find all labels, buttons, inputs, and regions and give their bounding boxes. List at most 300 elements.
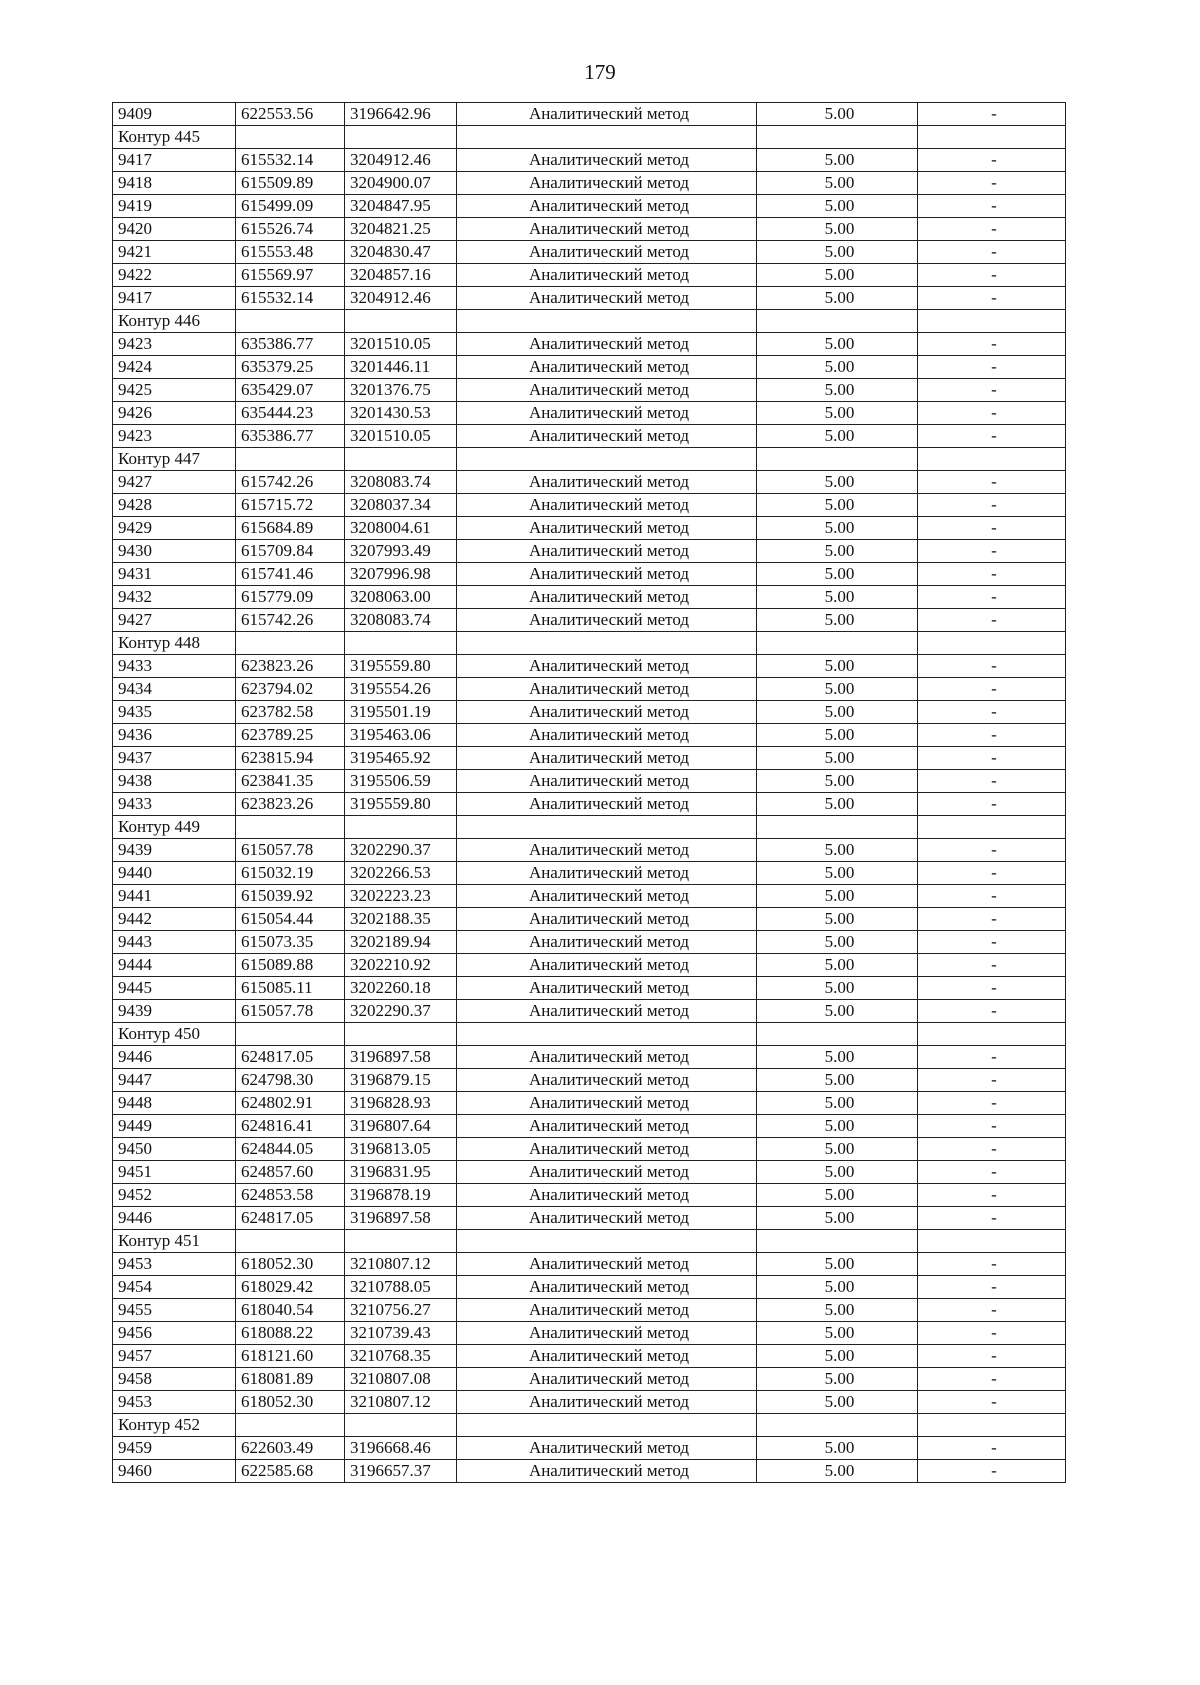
x-coordinate-cell: 615085.11 xyxy=(236,977,345,1000)
method-cell: Аналитический метод xyxy=(457,471,757,494)
x-coordinate-cell: 618081.89 xyxy=(236,1368,345,1391)
y-coordinate-cell: 3208037.34 xyxy=(345,494,457,517)
x-coordinate-cell: 635386.77 xyxy=(236,333,345,356)
x-coordinate-cell: 615532.14 xyxy=(236,287,345,310)
error-cell: 5.00 xyxy=(757,655,918,678)
error-cell: 5.00 xyxy=(757,1092,918,1115)
point-id-cell: 9459 xyxy=(113,1437,236,1460)
x-coordinate-cell: 623815.94 xyxy=(236,747,345,770)
y-coordinate-cell: 3210768.35 xyxy=(345,1345,457,1368)
table-row xyxy=(113,287,1066,310)
point-id-cell: 9429 xyxy=(113,517,236,540)
note-cell: - xyxy=(918,1138,1066,1161)
note-cell: - xyxy=(918,218,1066,241)
method-cell: Аналитический метод xyxy=(457,379,757,402)
y-coordinate-cell: 3210807.08 xyxy=(345,1368,457,1391)
table-row xyxy=(113,1184,1066,1207)
y-coordinate-cell: 3204847.95 xyxy=(345,195,457,218)
point-id-cell: 9427 xyxy=(113,609,236,632)
error-cell: 5.00 xyxy=(757,1184,918,1207)
method-cell: Аналитический метод xyxy=(457,931,757,954)
page-number: 179 xyxy=(584,60,616,84)
empty-cell xyxy=(918,816,1066,839)
x-coordinate-cell: 624816.41 xyxy=(236,1115,345,1138)
y-coordinate-cell: 3196828.93 xyxy=(345,1092,457,1115)
x-coordinate-cell: 615741.46 xyxy=(236,563,345,586)
y-coordinate-cell: 3195554.26 xyxy=(345,678,457,701)
method-cell: Аналитический метод xyxy=(457,862,757,885)
note-cell: - xyxy=(918,701,1066,724)
point-id-cell: 9437 xyxy=(113,747,236,770)
note-cell: - xyxy=(918,655,1066,678)
empty-cell xyxy=(236,1414,345,1437)
error-cell: 5.00 xyxy=(757,241,918,264)
point-id-cell: 9449 xyxy=(113,1115,236,1138)
table-row xyxy=(113,379,1066,402)
error-cell: 5.00 xyxy=(757,1207,918,1230)
note-cell: - xyxy=(918,563,1066,586)
point-id-cell: 9421 xyxy=(113,241,236,264)
point-id-cell: 9422 xyxy=(113,264,236,287)
error-cell: 5.00 xyxy=(757,954,918,977)
point-id-cell: 9432 xyxy=(113,586,236,609)
point-id-cell: 9443 xyxy=(113,931,236,954)
y-coordinate-cell: 3210807.12 xyxy=(345,1391,457,1414)
error-cell: 5.00 xyxy=(757,149,918,172)
table-row xyxy=(113,494,1066,517)
x-coordinate-cell: 623782.58 xyxy=(236,701,345,724)
x-coordinate-cell: 622585.68 xyxy=(236,1460,345,1483)
x-coordinate-cell: 615569.97 xyxy=(236,264,345,287)
y-coordinate-cell: 3202260.18 xyxy=(345,977,457,1000)
error-cell: 5.00 xyxy=(757,1322,918,1345)
x-coordinate-cell: 615526.74 xyxy=(236,218,345,241)
error-cell: 5.00 xyxy=(757,425,918,448)
y-coordinate-cell: 3210739.43 xyxy=(345,1322,457,1345)
error-cell: 5.00 xyxy=(757,264,918,287)
error-cell: 5.00 xyxy=(757,563,918,586)
y-coordinate-cell: 3196807.64 xyxy=(345,1115,457,1138)
empty-cell xyxy=(457,816,757,839)
table-row xyxy=(113,770,1066,793)
y-coordinate-cell: 3196657.37 xyxy=(345,1460,457,1483)
point-id-cell: 9453 xyxy=(113,1253,236,1276)
table-row xyxy=(113,655,1066,678)
method-cell: Аналитический метод xyxy=(457,908,757,931)
method-cell: Аналитический метод xyxy=(457,494,757,517)
point-id-cell: 9446 xyxy=(113,1207,236,1230)
table-row xyxy=(113,908,1066,931)
note-cell: - xyxy=(918,1299,1066,1322)
table-row xyxy=(113,586,1066,609)
empty-cell xyxy=(757,1230,918,1253)
note-cell: - xyxy=(918,1092,1066,1115)
empty-cell xyxy=(457,1023,757,1046)
method-cell: Аналитический метод xyxy=(457,218,757,241)
note-cell: - xyxy=(918,1207,1066,1230)
table-row xyxy=(113,747,1066,770)
y-coordinate-cell: 3210756.27 xyxy=(345,1299,457,1322)
table-row xyxy=(113,724,1066,747)
y-coordinate-cell: 3196668.46 xyxy=(345,1437,457,1460)
x-coordinate-cell: 635429.07 xyxy=(236,379,345,402)
x-coordinate-cell: 615032.19 xyxy=(236,862,345,885)
x-coordinate-cell: 618052.30 xyxy=(236,1253,345,1276)
y-coordinate-cell: 3202290.37 xyxy=(345,839,457,862)
point-id-cell: 9439 xyxy=(113,1000,236,1023)
empty-cell xyxy=(345,1023,457,1046)
x-coordinate-cell: 618040.54 xyxy=(236,1299,345,1322)
method-cell: Аналитический метод xyxy=(457,287,757,310)
error-cell: 5.00 xyxy=(757,1368,918,1391)
point-id-cell: 9445 xyxy=(113,977,236,1000)
x-coordinate-cell: 624817.05 xyxy=(236,1207,345,1230)
y-coordinate-cell: 3208063.00 xyxy=(345,586,457,609)
y-coordinate-cell: 3196642.96 xyxy=(345,103,457,126)
empty-cell xyxy=(457,632,757,655)
empty-cell xyxy=(457,448,757,471)
method-cell: Аналитический метод xyxy=(457,1368,757,1391)
empty-cell xyxy=(918,1414,1066,1437)
method-cell: Аналитический метод xyxy=(457,655,757,678)
note-cell: - xyxy=(918,1460,1066,1483)
empty-cell xyxy=(918,126,1066,149)
x-coordinate-cell: 635444.23 xyxy=(236,402,345,425)
y-coordinate-cell: 3204821.25 xyxy=(345,218,457,241)
empty-cell xyxy=(457,310,757,333)
error-cell: 5.00 xyxy=(757,1046,918,1069)
note-cell: - xyxy=(918,885,1066,908)
error-cell: 5.00 xyxy=(757,609,918,632)
point-id-cell: 9423 xyxy=(113,333,236,356)
contour-header-row xyxy=(113,1230,1066,1253)
y-coordinate-cell: 3196831.95 xyxy=(345,1161,457,1184)
point-id-cell: 9448 xyxy=(113,1092,236,1115)
point-id-cell: 9455 xyxy=(113,1299,236,1322)
table-row xyxy=(113,1046,1066,1069)
method-cell: Аналитический метод xyxy=(457,195,757,218)
y-coordinate-cell: 3195506.59 xyxy=(345,770,457,793)
method-cell: Аналитический метод xyxy=(457,264,757,287)
point-id-cell: 9423 xyxy=(113,425,236,448)
empty-cell xyxy=(457,1230,757,1253)
x-coordinate-cell: 635386.77 xyxy=(236,425,345,448)
table-row xyxy=(113,885,1066,908)
method-cell: Аналитический метод xyxy=(457,1299,757,1322)
error-cell: 5.00 xyxy=(757,977,918,1000)
table-row xyxy=(113,1391,1066,1414)
method-cell: Аналитический метод xyxy=(457,1069,757,1092)
note-cell: - xyxy=(918,1322,1066,1345)
table-row xyxy=(113,1345,1066,1368)
y-coordinate-cell: 3204830.47 xyxy=(345,241,457,264)
y-coordinate-cell: 3196878.19 xyxy=(345,1184,457,1207)
method-cell: Аналитический метод xyxy=(457,609,757,632)
note-cell: - xyxy=(918,494,1066,517)
note-cell: - xyxy=(918,1437,1066,1460)
table-row xyxy=(113,517,1066,540)
method-cell: Аналитический метод xyxy=(457,1184,757,1207)
method-cell: Аналитический метод xyxy=(457,402,757,425)
y-coordinate-cell: 3204912.46 xyxy=(345,149,457,172)
table-row xyxy=(113,540,1066,563)
empty-cell xyxy=(345,310,457,333)
y-coordinate-cell: 3201510.05 xyxy=(345,333,457,356)
point-id-cell: 9425 xyxy=(113,379,236,402)
method-cell: Аналитический метод xyxy=(457,1000,757,1023)
point-id-cell: 9451 xyxy=(113,1161,236,1184)
x-coordinate-cell: 623823.26 xyxy=(236,655,345,678)
contour-header-row xyxy=(113,632,1066,655)
point-id-cell: 9436 xyxy=(113,724,236,747)
table-row xyxy=(113,793,1066,816)
table-row xyxy=(113,333,1066,356)
empty-cell xyxy=(918,632,1066,655)
contour-header-row xyxy=(113,1023,1066,1046)
contour-header-row xyxy=(113,816,1066,839)
y-coordinate-cell: 3202188.35 xyxy=(345,908,457,931)
error-cell: 5.00 xyxy=(757,1437,918,1460)
error-cell: 5.00 xyxy=(757,839,918,862)
table-row xyxy=(113,241,1066,264)
method-cell: Аналитический метод xyxy=(457,770,757,793)
contour-label: Контур 447 xyxy=(113,448,236,471)
contour-header-row xyxy=(113,448,1066,471)
x-coordinate-cell: 615779.09 xyxy=(236,586,345,609)
note-cell: - xyxy=(918,931,1066,954)
contour-header-row xyxy=(113,1414,1066,1437)
y-coordinate-cell: 3204912.46 xyxy=(345,287,457,310)
point-id-cell: 9452 xyxy=(113,1184,236,1207)
y-coordinate-cell: 3207996.98 xyxy=(345,563,457,586)
error-cell: 5.00 xyxy=(757,540,918,563)
method-cell: Аналитический метод xyxy=(457,517,757,540)
x-coordinate-cell: 624844.05 xyxy=(236,1138,345,1161)
table-row xyxy=(113,1000,1066,1023)
table-row xyxy=(113,1138,1066,1161)
empty-cell xyxy=(345,816,457,839)
note-cell: - xyxy=(918,724,1066,747)
method-cell: Аналитический метод xyxy=(457,747,757,770)
point-id-cell: 9419 xyxy=(113,195,236,218)
method-cell: Аналитический метод xyxy=(457,1345,757,1368)
note-cell: - xyxy=(918,172,1066,195)
x-coordinate-cell: 622603.49 xyxy=(236,1437,345,1460)
note-cell: - xyxy=(918,1069,1066,1092)
method-cell: Аналитический метод xyxy=(457,356,757,379)
point-id-cell: 9427 xyxy=(113,471,236,494)
table-row xyxy=(113,1322,1066,1345)
note-cell: - xyxy=(918,1000,1066,1023)
table-row xyxy=(113,1253,1066,1276)
point-id-cell: 9417 xyxy=(113,287,236,310)
y-coordinate-cell: 3204900.07 xyxy=(345,172,457,195)
y-coordinate-cell: 3202290.37 xyxy=(345,1000,457,1023)
y-coordinate-cell: 3195465.92 xyxy=(345,747,457,770)
x-coordinate-cell: 624817.05 xyxy=(236,1046,345,1069)
x-coordinate-cell: 615089.88 xyxy=(236,954,345,977)
method-cell: Аналитический метод xyxy=(457,1322,757,1345)
error-cell: 5.00 xyxy=(757,1000,918,1023)
note-cell: - xyxy=(918,862,1066,885)
method-cell: Аналитический метод xyxy=(457,172,757,195)
error-cell: 5.00 xyxy=(757,1253,918,1276)
method-cell: Аналитический метод xyxy=(457,563,757,586)
note-cell: - xyxy=(918,1345,1066,1368)
error-cell: 5.00 xyxy=(757,333,918,356)
note-cell: - xyxy=(918,1368,1066,1391)
note-cell: - xyxy=(918,1046,1066,1069)
empty-cell xyxy=(757,1414,918,1437)
table-row xyxy=(113,1437,1066,1460)
coordinates-table xyxy=(112,102,1066,1483)
error-cell: 5.00 xyxy=(757,356,918,379)
note-cell: - xyxy=(918,977,1066,1000)
error-cell: 5.00 xyxy=(757,724,918,747)
empty-cell xyxy=(918,310,1066,333)
note-cell: - xyxy=(918,149,1066,172)
method-cell: Аналитический метод xyxy=(457,1138,757,1161)
point-id-cell: 9439 xyxy=(113,839,236,862)
note-cell: - xyxy=(918,793,1066,816)
point-id-cell: 9438 xyxy=(113,770,236,793)
table-row xyxy=(113,1115,1066,1138)
point-id-cell: 9433 xyxy=(113,793,236,816)
note-cell: - xyxy=(918,356,1066,379)
error-cell: 5.00 xyxy=(757,494,918,517)
table-row xyxy=(113,149,1066,172)
error-cell: 5.00 xyxy=(757,701,918,724)
error-cell: 5.00 xyxy=(757,172,918,195)
method-cell: Аналитический метод xyxy=(457,678,757,701)
point-id-cell: 9430 xyxy=(113,540,236,563)
note-cell: - xyxy=(918,287,1066,310)
y-coordinate-cell: 3208083.74 xyxy=(345,471,457,494)
coordinates-table-body xyxy=(113,103,1066,1483)
x-coordinate-cell: 615709.84 xyxy=(236,540,345,563)
y-coordinate-cell: 3195501.19 xyxy=(345,701,457,724)
error-cell: 5.00 xyxy=(757,1345,918,1368)
contour-label: Контур 449 xyxy=(113,816,236,839)
note-cell: - xyxy=(918,195,1066,218)
x-coordinate-cell: 623794.02 xyxy=(236,678,345,701)
contour-header-row xyxy=(113,126,1066,149)
empty-cell xyxy=(236,1230,345,1253)
error-cell: 5.00 xyxy=(757,517,918,540)
point-id-cell: 9442 xyxy=(113,908,236,931)
error-cell: 5.00 xyxy=(757,218,918,241)
y-coordinate-cell: 3202210.92 xyxy=(345,954,457,977)
point-id-cell: 9457 xyxy=(113,1345,236,1368)
method-cell: Аналитический метод xyxy=(457,425,757,448)
note-cell: - xyxy=(918,908,1066,931)
y-coordinate-cell: 3196813.05 xyxy=(345,1138,457,1161)
method-cell: Аналитический метод xyxy=(457,1276,757,1299)
note-cell: - xyxy=(918,517,1066,540)
note-cell: - xyxy=(918,103,1066,126)
error-cell: 5.00 xyxy=(757,793,918,816)
method-cell: Аналитический метод xyxy=(457,149,757,172)
table-row xyxy=(113,1069,1066,1092)
method-cell: Аналитический метод xyxy=(457,1092,757,1115)
note-cell: - xyxy=(918,241,1066,264)
x-coordinate-cell: 618052.30 xyxy=(236,1391,345,1414)
contour-header-row xyxy=(113,310,1066,333)
error-cell: 5.00 xyxy=(757,1460,918,1483)
empty-cell xyxy=(236,126,345,149)
method-cell: Аналитический метод xyxy=(457,885,757,908)
error-cell: 5.00 xyxy=(757,931,918,954)
y-coordinate-cell: 3195559.80 xyxy=(345,655,457,678)
x-coordinate-cell: 615499.09 xyxy=(236,195,345,218)
table-row xyxy=(113,1207,1066,1230)
empty-cell xyxy=(757,1023,918,1046)
x-coordinate-cell: 624857.60 xyxy=(236,1161,345,1184)
y-coordinate-cell: 3201510.05 xyxy=(345,425,457,448)
empty-cell xyxy=(757,310,918,333)
error-cell: 5.00 xyxy=(757,908,918,931)
method-cell: Аналитический метод xyxy=(457,333,757,356)
note-cell: - xyxy=(918,770,1066,793)
table-row xyxy=(113,195,1066,218)
method-cell: Аналитический метод xyxy=(457,839,757,862)
x-coordinate-cell: 615509.89 xyxy=(236,172,345,195)
point-id-cell: 9433 xyxy=(113,655,236,678)
empty-cell xyxy=(457,126,757,149)
empty-cell xyxy=(757,448,918,471)
point-id-cell: 9441 xyxy=(113,885,236,908)
empty-cell xyxy=(345,1230,457,1253)
error-cell: 5.00 xyxy=(757,1299,918,1322)
table-row xyxy=(113,1299,1066,1322)
error-cell: 5.00 xyxy=(757,471,918,494)
y-coordinate-cell: 3204857.16 xyxy=(345,264,457,287)
table-row xyxy=(113,172,1066,195)
table-row xyxy=(113,1161,1066,1184)
note-cell: - xyxy=(918,1276,1066,1299)
y-coordinate-cell: 3202223.23 xyxy=(345,885,457,908)
error-cell: 5.00 xyxy=(757,586,918,609)
table-row xyxy=(113,425,1066,448)
table-row xyxy=(113,218,1066,241)
note-cell: - xyxy=(918,333,1066,356)
error-cell: 5.00 xyxy=(757,287,918,310)
x-coordinate-cell: 615057.78 xyxy=(236,839,345,862)
x-coordinate-cell: 615054.44 xyxy=(236,908,345,931)
note-cell: - xyxy=(918,379,1066,402)
y-coordinate-cell: 3195559.80 xyxy=(345,793,457,816)
method-cell: Аналитический метод xyxy=(457,793,757,816)
contour-label: Контур 445 xyxy=(113,126,236,149)
x-coordinate-cell: 618029.42 xyxy=(236,1276,345,1299)
method-cell: Аналитический метод xyxy=(457,954,757,977)
error-cell: 5.00 xyxy=(757,1276,918,1299)
note-cell: - xyxy=(918,471,1066,494)
method-cell: Аналитический метод xyxy=(457,540,757,563)
note-cell: - xyxy=(918,839,1066,862)
point-id-cell: 9454 xyxy=(113,1276,236,1299)
error-cell: 5.00 xyxy=(757,1069,918,1092)
table-row xyxy=(113,356,1066,379)
x-coordinate-cell: 615742.26 xyxy=(236,471,345,494)
empty-cell xyxy=(236,632,345,655)
note-cell: - xyxy=(918,402,1066,425)
method-cell: Аналитический метод xyxy=(457,1391,757,1414)
note-cell: - xyxy=(918,586,1066,609)
x-coordinate-cell: 624853.58 xyxy=(236,1184,345,1207)
point-id-cell: 9435 xyxy=(113,701,236,724)
method-cell: Аналитический метод xyxy=(457,1161,757,1184)
